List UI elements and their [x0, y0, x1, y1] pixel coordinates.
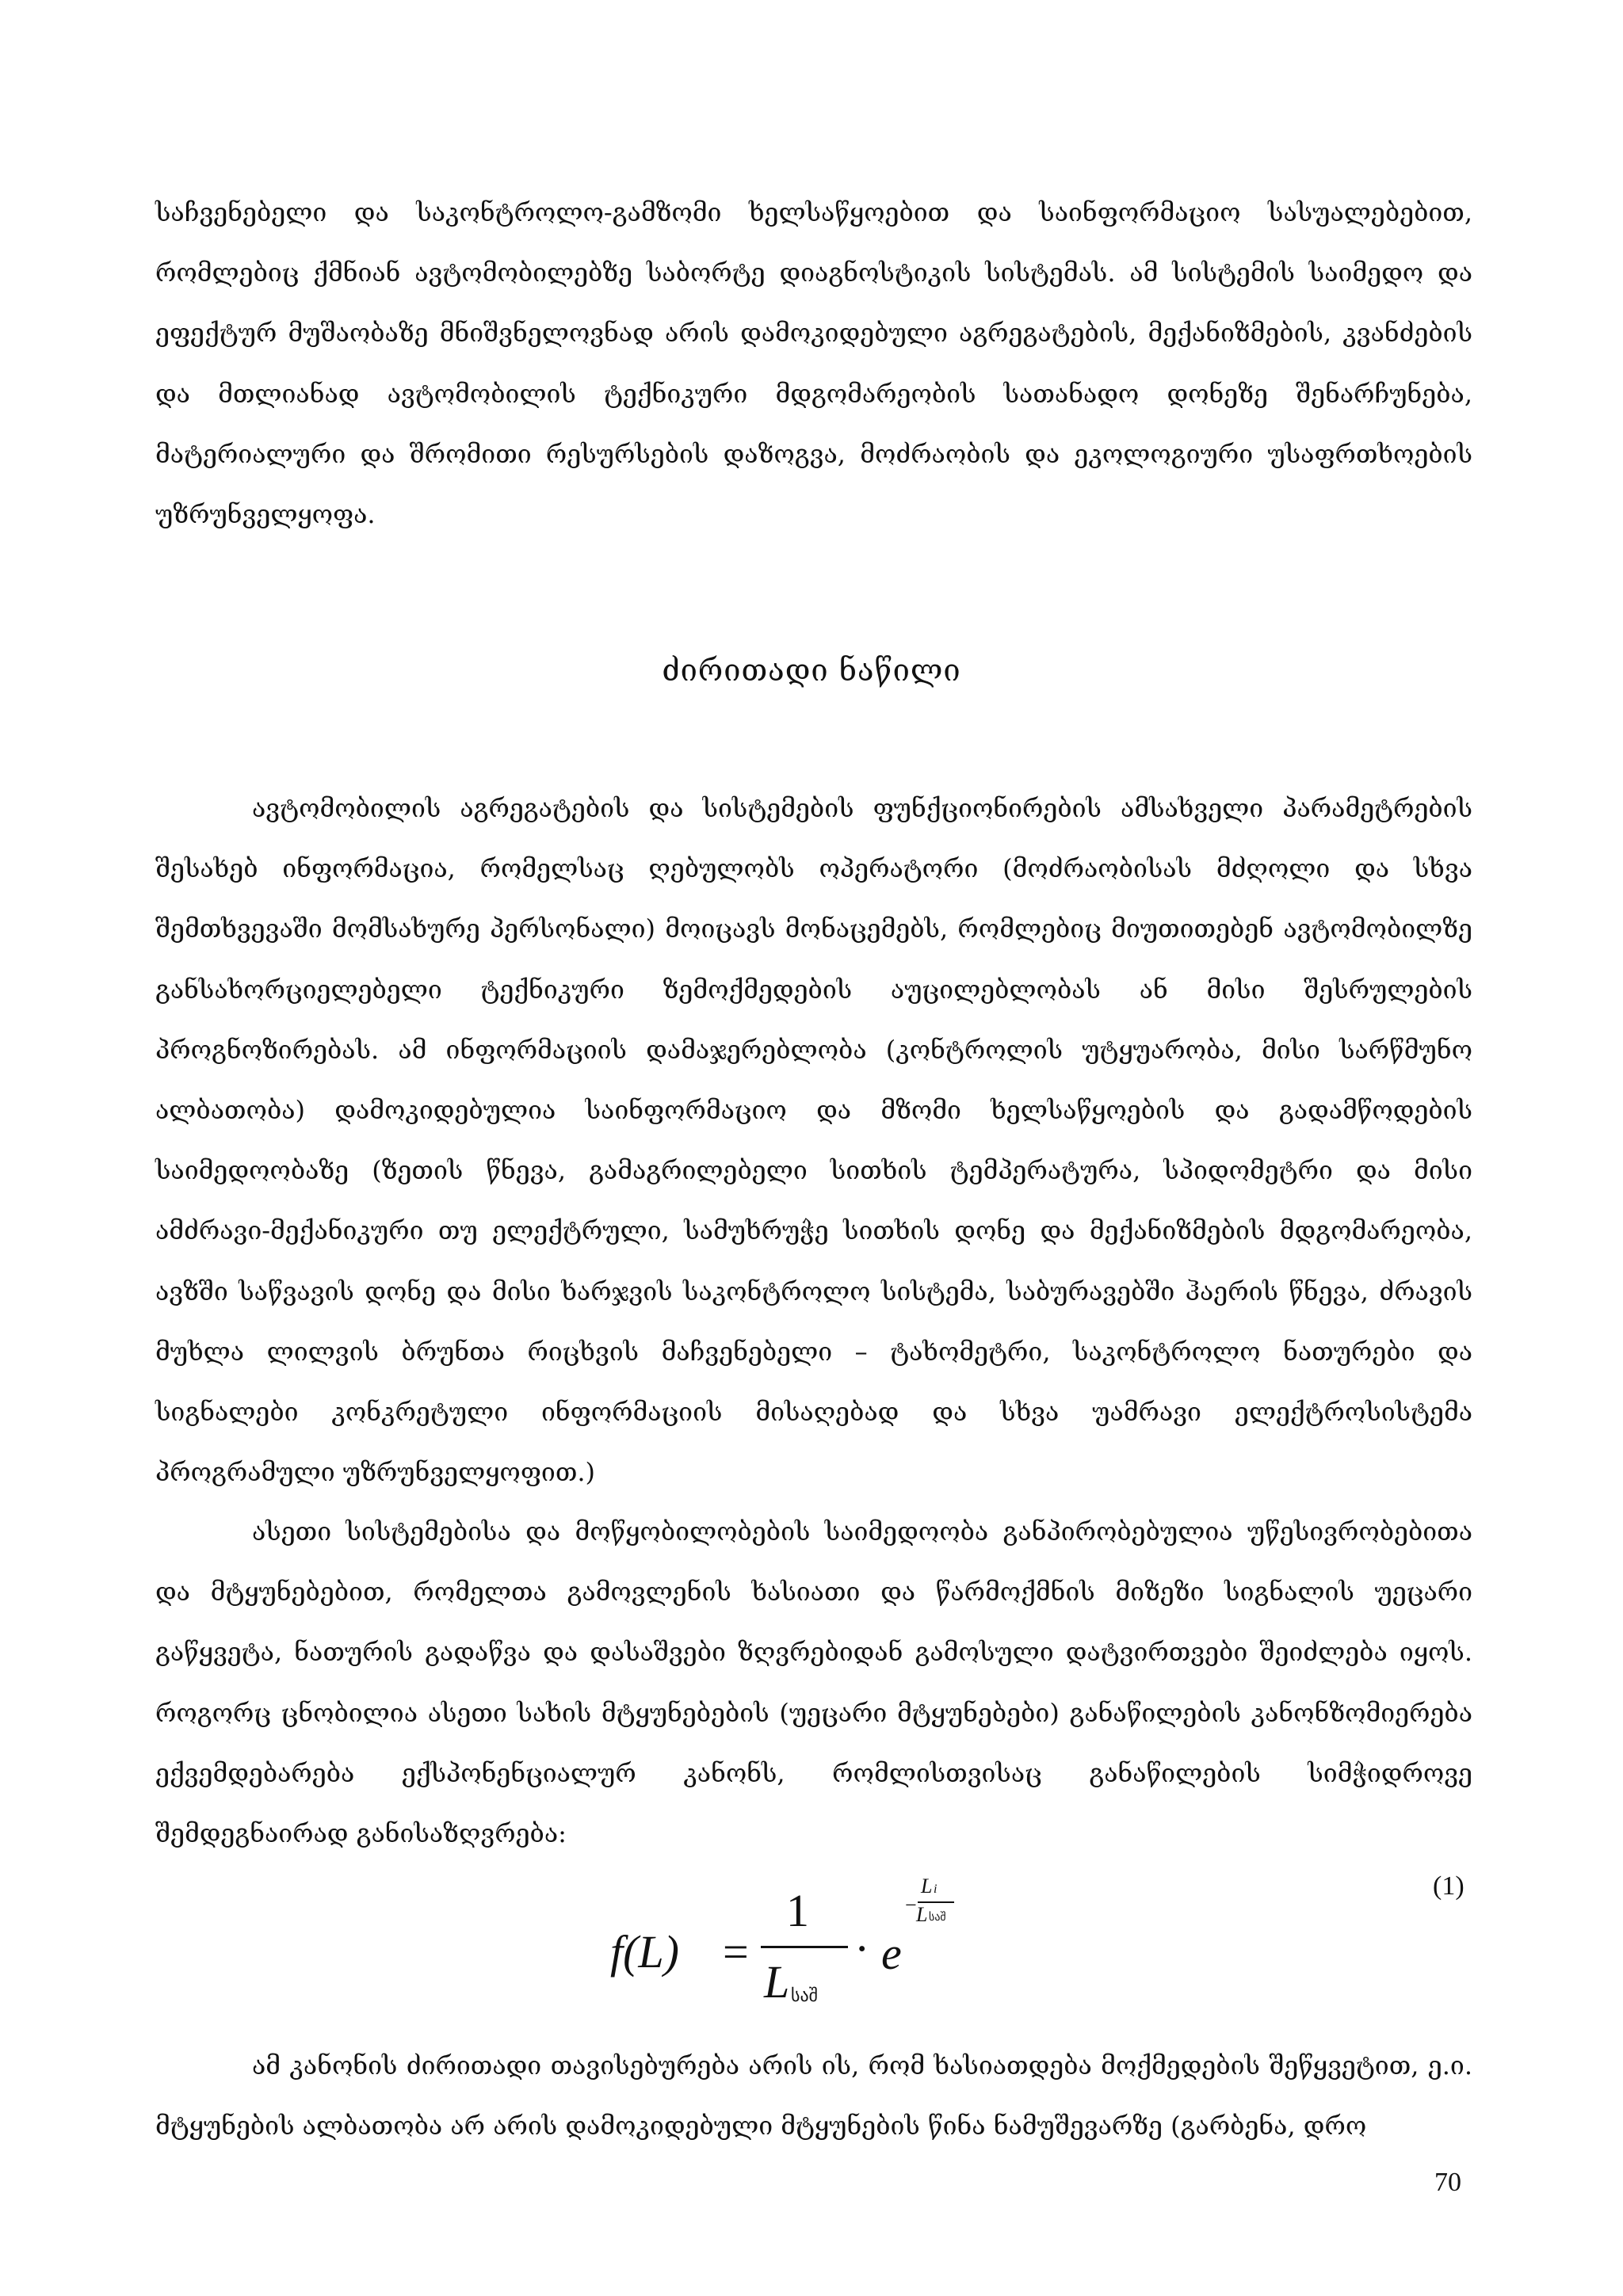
formula-denominator-subscript: საშ — [791, 1985, 819, 2005]
section-heading: ძირითადი ნაწილი — [662, 653, 961, 688]
body-paragraph-1: ავტომობილის აგრეგატების და სისტემების ფუნქციონირების ამსახველი პარამეტრების შესახებ ინფორმაცია, რომელსაც ღებულობს ოპერატორი (მოძრაობისას მძღოლი და სხვა შემთხვევაში მომსახურე პერსონალი) მოიცავს მონაცემებს, რომლებიც მიუთითებენ ავტომობილზე განსახორციელებელი ტექნიკური ზემოქმედების აუცილებლობას ან მისი შესრულების პროგნოზირებას. ამ ინფორმაციის დამაჯერებლობა (კონტროლის უტყუარობა, მისი სარწმუნო ალბათობა) დამოკიდებულია საინფორმაციო და მზომი ხელსაწყოების და გადამწოდების საიმედოობაზე (ზეთის წნევა, გამაგრილებელი სითხის ტემპერატურა, სპიდომეტრი და მისი ამძრავი-მექანიკური თუ ელექტრული, სამუხრუჭე სითხის დონე და მექანიზმების მდგომარეობა, ავზში საწვავის დონე და მისი ხარჯვის საკონტროლო სისტემა, საბურავებში ჰაერის წნევა, ძრავის მუხლა ლილვის ბრუნთა რიცხვის მაჩვენებელი – ტახომეტრი, საკონტროლო ნათურები და სიგნალები კონკრეტული ინფორმაციის მისაღებად და სხვა უამრავი ელექტროსისტემა პროგრამული უზრუნველყოფით.) — [155, 793, 1472, 1488]
formula-exponent-numerator: L — [921, 1875, 933, 1897]
page-number: 70 — [1434, 2168, 1461, 2197]
body-paragraph-3: ამ კანონის ძირითადი თავისებურება არის ის, რომ ხასიათდება მოქმედების შეწყვეტით, ე.ი. მტყუნების ალბათობა არ არის დამოკიდებული მტყუნების წინა ნამუშევარზე (გარბენა, დრო — [155, 2050, 1472, 2142]
formula-exponent-sign: − — [905, 1894, 917, 1917]
formula-exponent-numerator-subscript: i — [934, 1882, 938, 1896]
formula-numerator: 1 — [786, 1885, 809, 1936]
formula-dot: · — [854, 1923, 870, 1974]
formula-exponent-denominator: L — [916, 1903, 928, 1926]
body-paragraph-2: ასეთი სისტემებისა და მოწყობილობების საიმედოობა განპირობებულია უწესივრობებითა და მტყუნებებით, რომელთა გამოვლენის ხასიათი და წარმოქმნის მიზეზი სიგნალის უეცარი გაწყვეტა, ნათურის გადაწვა და დასაშვები ზღვრებიდან გამოსული დატვირთვები შეიძლება იყოს. როგორც ცნობილია ასეთი სახის მტყუნებების (უეცარი მტყუნებები) განაწილების კანონზომიერება ექვემდებარება ექსპონენციალურ კანონს, რომლისთვისაც განაწილების სიმჭიდროვე შემდეგნაირად განისაზღვრება: — [155, 1516, 1472, 1849]
formula-base-e: e — [881, 1928, 902, 1979]
formula-exponent-denominator-subscript: საშ — [929, 1912, 946, 1924]
intro-paragraph: საჩვენებელი და საკონტროლო-გამზომი ხელსაწყოებით და საინფორმაციო სასუალებებით, რომლებიც ქმნიან ავტომობილებზე საბორტე დიაგნოსტიკის სისტემას. ამ სისტემის საიმედო და ეფექტურ მუშაობაზე მნიშვნელოვნად არის დამოკიდებული აგრეგატების, მექანიზმების, კვანძების და მთლიანად ავტომობილის ტექნიკური მდგომარეობის სათანადო დონეზე შენარჩუნება, მატერიალური და შრომითი რესურსების დაზოგვა, მოძრაობის და ეკოლოგიური უსაფრთხოების უზრუნველყოფა. — [155, 197, 1472, 530]
formula-lhs: f(L) — [610, 1926, 679, 1978]
formula-equals: = — [723, 1926, 749, 1978]
formula-denominator-symbol: L — [764, 1956, 790, 2008]
fraction-bar — [761, 1946, 848, 1948]
equation-number: (1) — [1433, 1871, 1465, 1901]
density-formula — [610, 1875, 1006, 2012]
